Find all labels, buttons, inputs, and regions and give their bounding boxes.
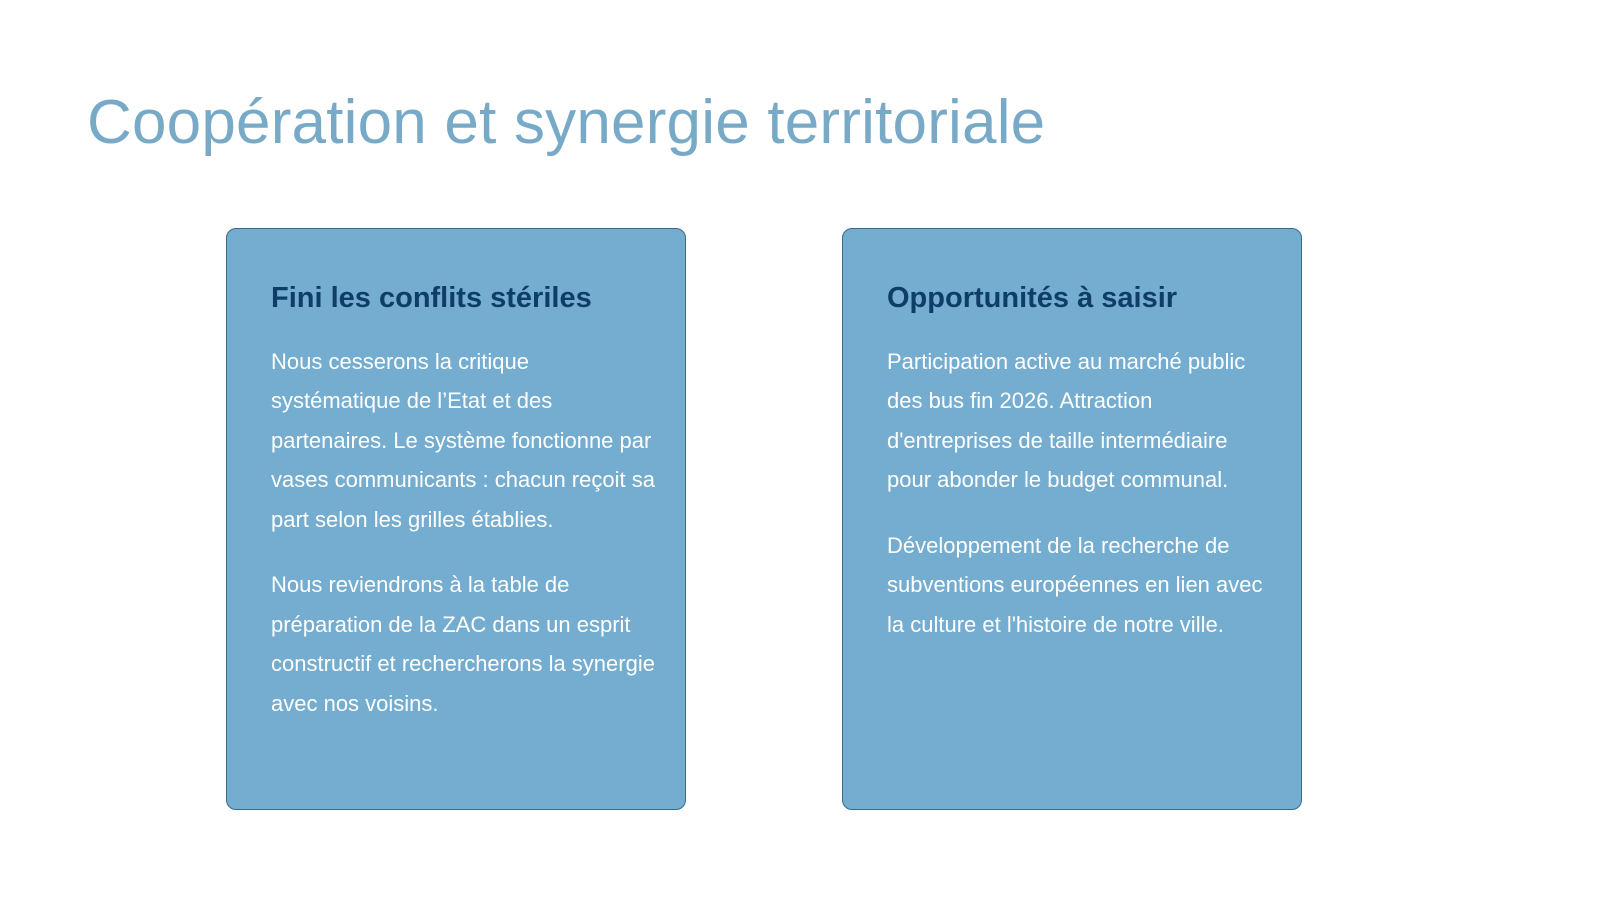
card-paragraph: Nous reviendrons à la table de préparation de la ZAC dans un esprit constructif et rechercherons la synergie avec nos voisins. <box>271 572 655 716</box>
card-opportunities <box>842 228 1302 810</box>
slide-title: Coopération et synergie territoriale <box>87 88 1046 157</box>
card-heading: Opportunités à saisir <box>887 282 1178 314</box>
card-paragraph: Développement de la recherche de subventions européennes en lien avec la culture et l'histoire de notre ville. <box>887 532 1263 637</box>
card-paragraph: Participation active au marché public des bus fin 2026. Attraction d'entreprises de taille intermédiaire pour abonder le budget communal. <box>887 348 1246 493</box>
card-heading: Fini les conflits stériles <box>271 282 592 314</box>
card-paragraph: Nous cesserons la critique systématique de l’Etat et des partenaires. Le système fonctionne par vases communicants : chacun reçoit sa part selon les grilles établies. <box>271 348 655 532</box>
card-conflicts <box>226 228 686 810</box>
